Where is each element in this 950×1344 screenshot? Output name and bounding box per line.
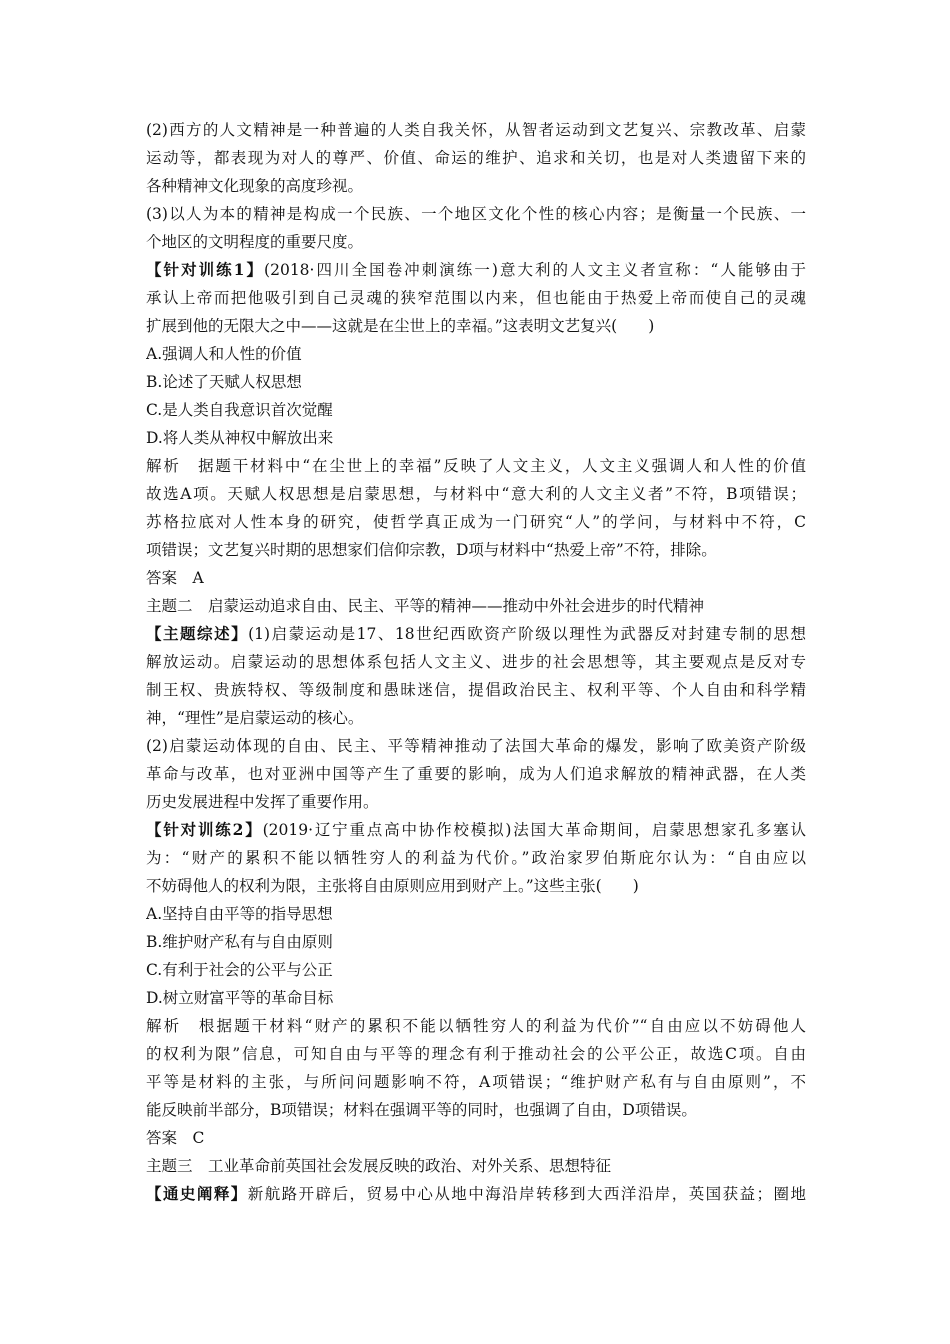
- section-label: 【针对训练1】: [146, 260, 265, 279]
- text-line: [146, 844, 806, 872]
- text-line: [146, 340, 806, 368]
- line-text: 答案 C: [146, 1129, 205, 1147]
- text-line: [146, 508, 806, 536]
- text-line: [146, 620, 806, 648]
- line-text: 苏格拉底对人性本身的研究，使哲学真正成为一门研究“人”的学问，与材料中不符，C: [146, 513, 806, 531]
- line-text: 承认上帝而把他吸引到自己灵魂的狭窄范围以内来，但也能由于热爱上帝而使自己的灵魂: [146, 289, 806, 307]
- line-text: 扩展到他的无限大之中——这就是在尘世上的幸福。”这表明文艺复兴( ): [146, 317, 655, 335]
- text-line: [146, 452, 806, 480]
- line-text: 项错误；文艺复兴时期的思想家们信仰宗教，D项与材料中“热爱上帝”不符，排除。: [146, 541, 717, 559]
- text-line: [146, 984, 806, 1012]
- section-label: 【主题综述】: [146, 624, 249, 643]
- text-line: [146, 1180, 806, 1208]
- line-text: B.论述了天赋人权思想: [146, 373, 302, 391]
- line-text: 神，“理性”是启蒙运动的核心。: [146, 709, 364, 727]
- section-label: 【针对训练2】: [146, 820, 263, 839]
- text-line: [146, 1040, 806, 1068]
- text-line: [146, 396, 806, 424]
- line-text: 能反映前半部分，B项错误；材料在强调平等的同时，也强调了自由，D项错误。: [146, 1101, 697, 1119]
- text-line: [146, 368, 806, 396]
- text-line: [146, 424, 806, 452]
- line-text: (2019·辽宁重点高中协作校模拟)法国大革命期间，启蒙思想家孔多塞认: [262, 821, 806, 839]
- line-text: 革命与改革，也对亚洲中国等产生了重要的影响，成为人们追求解放的精神武器，在人类: [146, 765, 806, 783]
- text-line: [146, 704, 806, 732]
- text-line: [146, 172, 806, 200]
- text-line: [146, 1124, 806, 1152]
- text-line: [146, 816, 806, 844]
- text-line: [146, 480, 806, 508]
- text-line: [146, 1068, 806, 1096]
- line-text: 解析 据题干材料中“在尘世上的幸福”反映了人文主义，人文主义强调人和人性的价值: [146, 457, 806, 475]
- line-text: (3)以人为本的精神是构成一个民族、一个地区文化个性的核心内容；是衡量一个民族、一: [146, 205, 806, 223]
- line-text: 主题二 启蒙运动追求自由、民主、平等的精神——推动中外社会进步的时代精神: [146, 597, 705, 615]
- line-text: C.是人类自我意识首次觉醒: [146, 401, 333, 419]
- line-text: 的权利为限”信息，可知自由与平等的理念有利于推动社会的公平公正，故选C项。自由: [146, 1045, 806, 1063]
- line-text: C.有利于社会的公平与公正: [146, 961, 333, 979]
- text-line: [146, 536, 806, 564]
- line-text: 个地区的文明程度的重要尺度。: [146, 233, 364, 251]
- text-line: [146, 1096, 806, 1124]
- text-line: [146, 284, 806, 312]
- text-line: [146, 676, 806, 704]
- text-line: [146, 256, 806, 284]
- line-text: 答案 A: [146, 569, 204, 587]
- text-line: [146, 1012, 806, 1040]
- line-text: A.强调人和人性的价值: [146, 345, 302, 363]
- section-label: 【通史阐释】: [146, 1184, 248, 1203]
- line-text: 运动等，都表现为对人的尊严、价值、命运的维护、追求和关切，也是对人类遗留下来的: [146, 149, 806, 167]
- line-text: 制王权、贵族特权、等级制度和愚昧迷信，提倡政治民主、权利平等、个人自由和科学精: [146, 681, 806, 699]
- line-text: (1)启蒙运动是17、18世纪西欧资产阶级以理性为武器反对封建专制的思想: [248, 625, 806, 643]
- line-text: 不妨碍他人的权利为限，主张将自由原则应用到财产上。”这些主张( ): [146, 877, 639, 895]
- line-text: B.维护财产私有与自由原则: [146, 933, 333, 951]
- line-text: 解放运动。启蒙运动的思想体系包括人文主义、进步的社会思想等，其主要观点是反对专: [146, 653, 806, 671]
- text-line: [146, 228, 806, 256]
- line-text: 主题三 工业革命前英国社会发展反映的政治、对外关系、思想特征: [146, 1157, 612, 1175]
- line-text: 故选A项。天赋人权思想是启蒙思想，与材料中“意大利的人文主义者”不符，B项错误；: [146, 485, 806, 503]
- line-text: (2)西方的人文精神是一种普遍的人类自我关怀，从智者运动到文艺复兴、宗教改革、启蒙: [146, 121, 806, 139]
- text-line: [146, 760, 806, 788]
- text-line: [146, 928, 806, 956]
- line-text: 为：“财产的累积不能以牺牲穷人的利益为代价。”政治家罗伯斯庇尔认为：“自由应以: [146, 849, 806, 867]
- document-body: [146, 116, 806, 1208]
- text-line: [146, 312, 806, 340]
- line-text: (2)启蒙运动体现的自由、民主、平等精神推动了法国大革命的爆发，影响了欧美资产阶级: [146, 737, 806, 755]
- text-line: [146, 732, 806, 760]
- text-line: [146, 1152, 806, 1180]
- text-line: [146, 956, 806, 984]
- line-text: 新航路开辟后，贸易中心从地中海沿岸转移到大西洋沿岸，英国获益；圈地: [247, 1185, 806, 1203]
- line-text: 平等是材料的主张，与所问问题影响不符，A项错误；“维护财产私有与自由原则”，不: [146, 1073, 806, 1091]
- line-text: 解析 根据题干材料“财产的累积不能以牺牲穷人的利益为代价”“自由应以不妨碍他人: [146, 1017, 806, 1035]
- line-text: D.树立财富平等的革命目标: [146, 989, 334, 1007]
- line-text: D.将人类从神权中解放出来: [146, 429, 334, 447]
- text-line: [146, 200, 806, 228]
- text-line: [146, 648, 806, 676]
- text-line: [146, 592, 806, 620]
- line-text: 各种精神文化现象的高度珍视。: [146, 177, 364, 195]
- text-line: [146, 144, 806, 172]
- text-line: [146, 872, 806, 900]
- text-line: [146, 900, 806, 928]
- line-text: 历史发展进程中发挥了重要作用。: [146, 793, 379, 811]
- text-line: [146, 116, 806, 144]
- line-text: A.坚持自由平等的指导思想: [146, 905, 333, 923]
- text-line: [146, 788, 806, 816]
- line-text: (2018·四川全国卷冲刺演练一)意大利的人文主义者宣称：“人能够由于: [264, 261, 806, 279]
- text-line: [146, 564, 806, 592]
